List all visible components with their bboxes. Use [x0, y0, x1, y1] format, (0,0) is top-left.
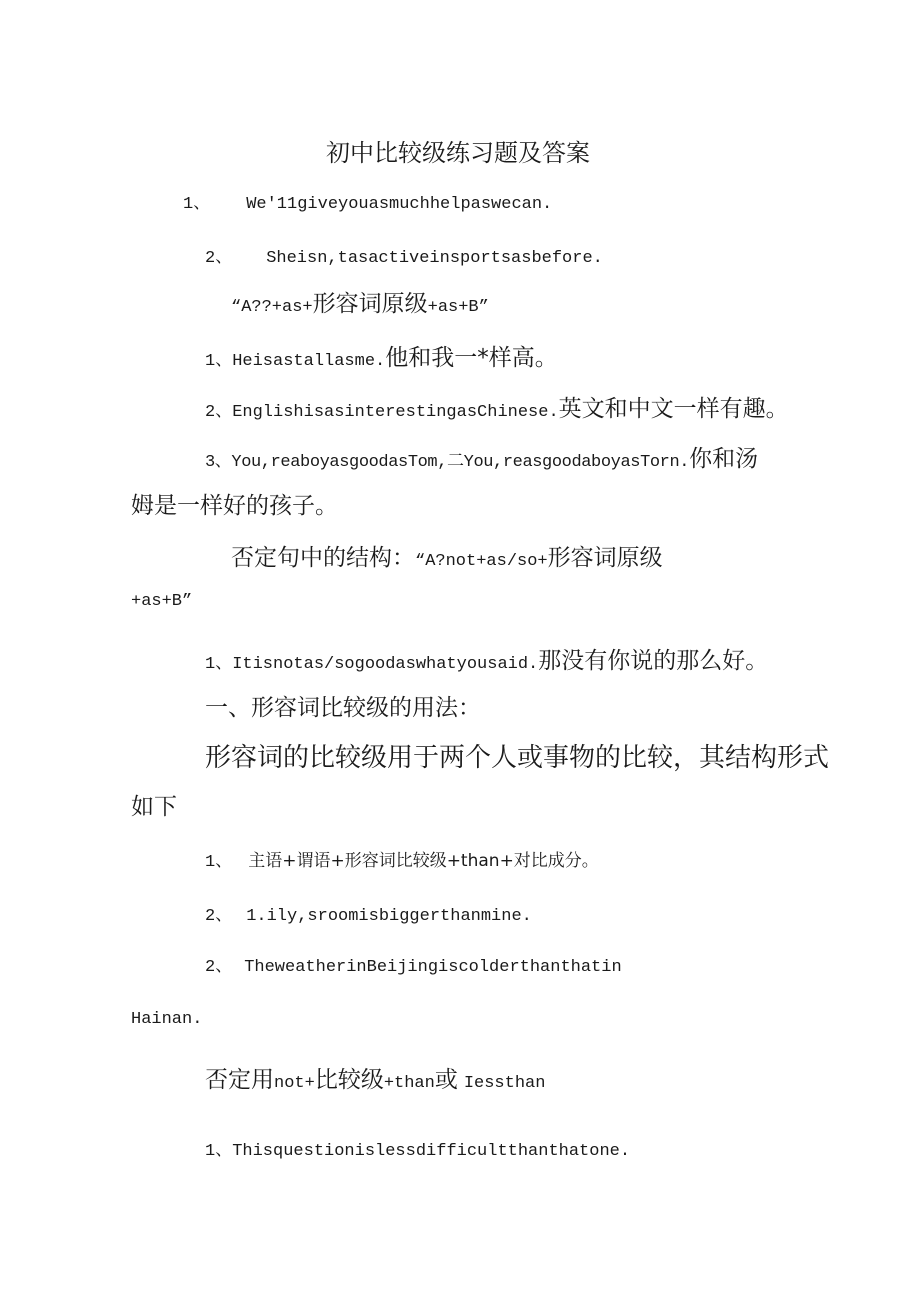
rule-1: [205, 846, 599, 872]
example-1: [205, 339, 558, 372]
example-3-continued: 姆是一样好的孩子。: [131, 493, 338, 519]
comparative-example-2-continued: Hainan.: [131, 1010, 203, 1029]
structure-formula: [231, 285, 489, 318]
rule-text: 比较级: [314, 1067, 384, 1093]
negative-structure-continued: +as+B”: [131, 592, 193, 611]
formula-part: 形容词原级: [312, 291, 428, 317]
section-heading: 一、形容词比较级的用法：: [205, 695, 481, 721]
item-number: 1、: [183, 195, 211, 214]
rule-text: +than: [383, 1074, 435, 1093]
chinese-translation: 你和汤: [689, 446, 759, 472]
negative-example-1: [205, 642, 768, 675]
english-text: We'11giveyouasmuchhelpaswecan.: [246, 195, 553, 214]
formula-part: “A??+as+: [231, 298, 313, 317]
english-text: TheweatherinBeijingiscolderthanthatin: [244, 958, 622, 977]
english-text: 3、You,reaboyasgoodasTom,二You,reasgoodaboyasTorn.: [205, 453, 690, 472]
rule-text: 或: [434, 1067, 458, 1093]
page-title: 初中比较级练习题及答案: [326, 139, 590, 167]
rule-text: 主语+谓语+形容词比较级+than+对比成分。: [248, 851, 599, 871]
example-2: [205, 390, 789, 423]
rule-text: 否定用: [205, 1067, 274, 1093]
english-text: 1、Itisnotas/sogoodaswhatyousaid.: [205, 655, 539, 674]
english-text: 1、Heisastallasme.: [205, 352, 386, 371]
item-number: 2、: [205, 907, 233, 926]
item-number: 1、: [205, 1142, 233, 1161]
comparative-example-1: [205, 900, 532, 926]
chinese-translation: 那没有你说的那么好。: [538, 648, 769, 674]
rule-text: not+: [274, 1074, 315, 1093]
paragraph-line-2: 如下: [131, 794, 177, 820]
english-text: 2、EnglishisasinterestingasChinese.: [205, 403, 559, 422]
chinese-translation: 英文和中文一样有趣。: [558, 396, 789, 422]
example-3: [205, 440, 758, 473]
english-text: 1.ily,sroomisbiggerthanmine.: [246, 907, 532, 926]
sentence-1: [183, 188, 552, 214]
formula-part: +as+B”: [427, 298, 489, 317]
english-text: Sheisn,tasactiveinsportsasbefore.: [266, 249, 603, 268]
item-number: 2、: [205, 958, 233, 977]
formula-part: “A?not+as/so+: [415, 552, 548, 571]
comparative-example-2: [205, 951, 622, 977]
negative-structure-heading: [231, 539, 663, 572]
item-number: 1、: [205, 853, 233, 872]
paragraph-line-1: 形容词的比较级用于两个人或事物的比较，其结构形式: [205, 743, 830, 773]
rule-text: Iessthan: [463, 1074, 546, 1093]
heading-text: 否定句中的结构：: [231, 545, 415, 571]
negative-comparative-rule: [205, 1061, 545, 1094]
item-number: 2、: [205, 249, 233, 268]
sentence-2: [205, 242, 603, 268]
chinese-translation: 他和我一*样高。: [385, 345, 558, 371]
english-text: Thisquestionislessdifficultthanthatone.: [232, 1142, 631, 1161]
formula-part: 形容词原级: [547, 545, 663, 571]
negative-comparative-example-1: [205, 1135, 630, 1161]
